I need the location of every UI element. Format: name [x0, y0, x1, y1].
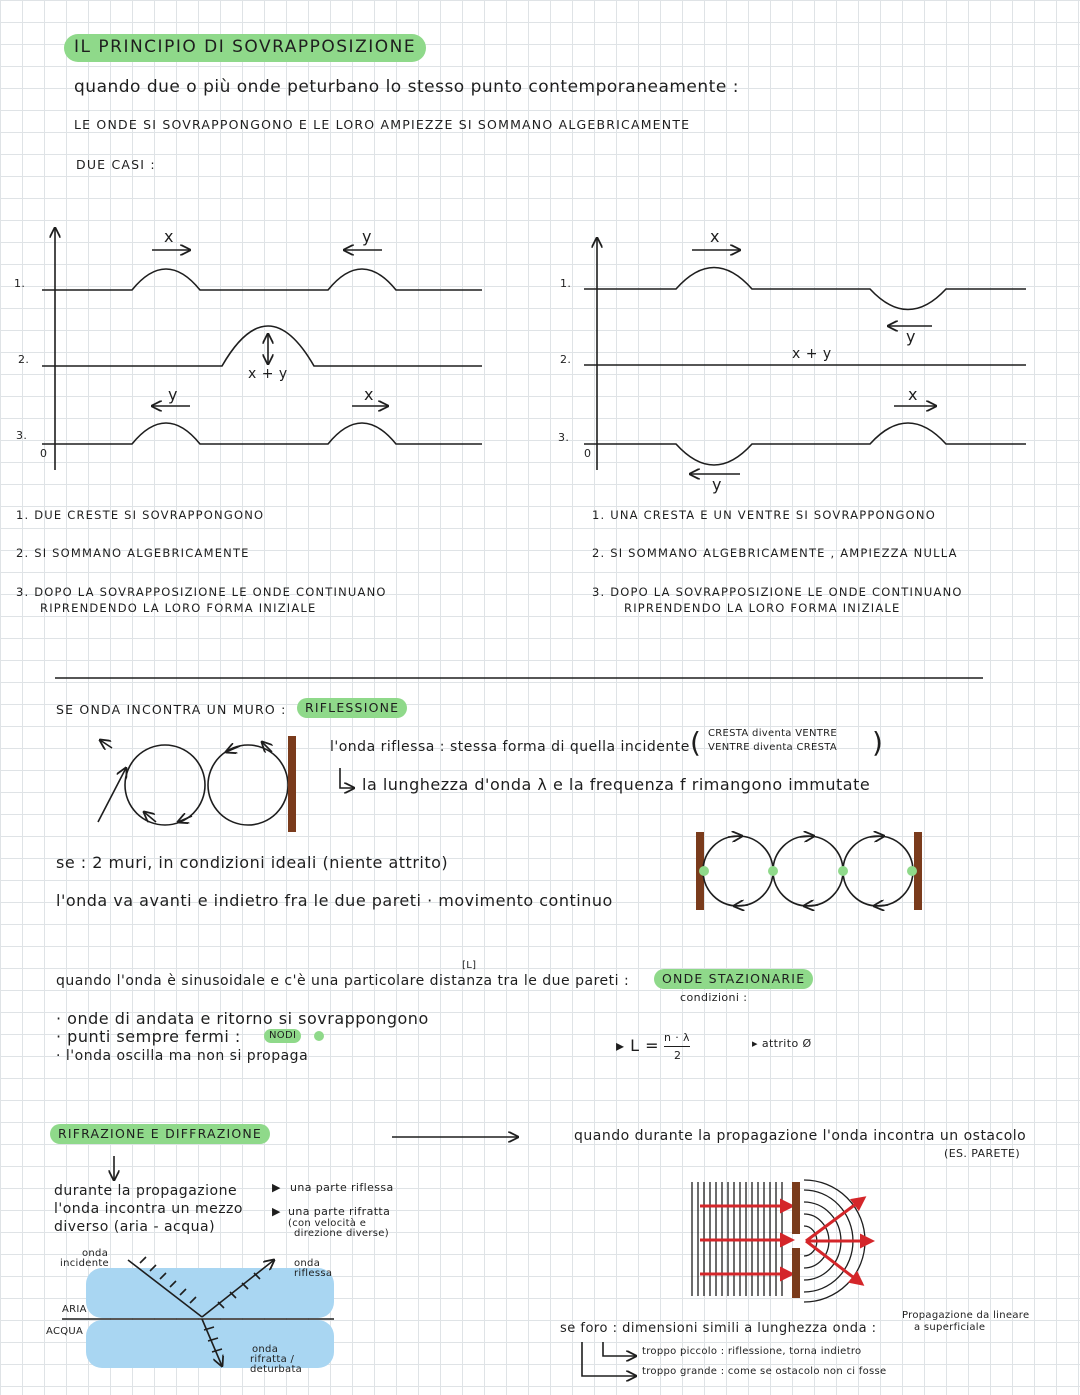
note-left-1: 1. DUE CRESTE SI SOVRAPPONGONO [16, 508, 265, 522]
L-mark: [L] [462, 960, 477, 971]
refraction-p2b: (con velocità e [288, 1218, 367, 1229]
standing-wave-sketch [696, 832, 922, 910]
formula-L: ▸ L = [616, 1036, 660, 1055]
diffraction-line1: quando durante la propagazione l'onda incontra un ostacolo [574, 1128, 1027, 1144]
aria-label: ARIA [62, 1304, 87, 1315]
left-row3-label: 3. [16, 429, 28, 442]
prop-line1: Propagazione da lineare [902, 1310, 1030, 1321]
foro-line: se foro : dimensioni simili a lunghezza onda : [560, 1321, 877, 1336]
refraction-badge: RIFRAZIONE E DIFFRAZIONE [50, 1124, 270, 1144]
left-y-row1: y [362, 227, 372, 246]
right-row1-label: 1. [560, 277, 572, 290]
left-x-row1: x [164, 227, 174, 246]
right-y-row1: y [906, 327, 916, 346]
stationary-lead: quando l'onda è sinusoidale e c'è una particolare distanza tra le due pareti : [56, 973, 630, 989]
note-right-2: 2. SI SOMMANO ALGEBRICAMENTE , AMPIEZZA NULLA [592, 546, 958, 560]
right-sum: x + y [792, 346, 832, 362]
right-row2-label: 2. [560, 353, 572, 366]
walls-line2: l'onda va avanti e indietro fra le due pareti · movimento continuo [56, 891, 613, 910]
refraction-text2: l'onda incontra un mezzo [54, 1201, 243, 1217]
prop-line2: a superficiale [914, 1322, 986, 1333]
reflection-lead: SE ONDA INCONTRA UN MURO : [56, 702, 287, 717]
stationary-b3: · l'onda oscilla ma non si propaga [56, 1048, 309, 1064]
note-left-3b: RIPRENDENDO LA LORO FORMA INIZIALE [40, 601, 317, 615]
reflection-badge: RIFLESSIONE [297, 698, 407, 718]
reflection-note-close: ) [872, 726, 884, 759]
left-wave-row2 [42, 326, 482, 366]
reflected-label2: riflessa [294, 1268, 333, 1279]
node-dot [314, 1031, 324, 1041]
refraction-p2c: direzione diverse) [294, 1228, 389, 1239]
left-x-row3: x [364, 385, 374, 404]
intro-line2: LE ONDE SI SOVRAPPONGONO E LE LORO AMPIEZZE SI SOMMANO ALGEBRICAMENTE [74, 117, 691, 132]
foro-small: troppo piccolo : riflessione, torna indietro [642, 1346, 862, 1357]
left-row2-label: 2. [18, 353, 30, 366]
refraction-p1: una parte riflessa [290, 1181, 394, 1194]
page-title: IL PRINCIPIO DI SOVRAPPOSIZIONE [64, 34, 426, 62]
formula-num: n · λ [664, 1032, 690, 1047]
refracted-label1: onda [252, 1344, 279, 1355]
refraction-p2: una parte rifratta [288, 1205, 391, 1218]
reflection-note-open: ( [690, 726, 702, 759]
refraction-p2-arrow: ▶ [272, 1205, 281, 1218]
diffraction-sketch [692, 1180, 872, 1302]
left-wave-row1 [42, 269, 482, 290]
refraction-p1-arrow: ▶ [272, 1181, 281, 1194]
right-origin: 0 [584, 447, 592, 460]
reflection-line1: l'onda riflessa : stessa forma di quella incidente [330, 739, 690, 755]
diffraction-line2: (ES. PARETE) [944, 1147, 1021, 1160]
reflection-note1: CRESTA diventa VENTRE [708, 728, 838, 739]
reflection-sketch [98, 740, 288, 825]
refraction-text3: diverso (aria - acqua) [54, 1219, 216, 1235]
note-left-2: 2. SI SOMMANO ALGEBRICAMENTE [16, 546, 250, 560]
acqua-label: ACQUA [46, 1326, 84, 1337]
attrito: ▸ attrito Ø [752, 1037, 812, 1050]
note-left-3: 3. DOPO LA SOVRAPPOSIZIONE LE ONDE CONTINUANO [16, 585, 387, 599]
left-wave-row3 [42, 423, 482, 444]
right-row3-label: 3. [558, 431, 570, 444]
right-wave-row3 [584, 423, 1026, 465]
formula-den: 2 [674, 1049, 682, 1062]
right-wave-row1 [584, 268, 1026, 310]
foro-big: troppo grande : come se ostacolo non ci fosse [642, 1366, 887, 1377]
stationary-b1: · onde di andata e ritorno si sovrappongono [56, 1009, 429, 1028]
left-sum: x + y [248, 366, 288, 382]
right-x-row1: x [710, 227, 720, 246]
reflection-note2: VENTRE diventa CRESTA [708, 742, 838, 753]
note-right-1: 1. UNA CRESTA E UN VENTRE SI SOVRAPPONGONO [592, 508, 936, 522]
note-right-3b: RIPRENDENDO LA LORO FORMA INIZIALE [624, 601, 901, 615]
stationary-b2: · punti sempre fermi : [56, 1027, 241, 1046]
reflection-line2: la lunghezza d'onda λ e la frequenza f rimangono immutate [362, 775, 871, 794]
intro-line3: DUE CASI : [76, 157, 156, 172]
left-origin: 0 [40, 447, 48, 460]
left-superposition-diagram [42, 228, 482, 470]
right-x-row3: x [908, 385, 918, 404]
stationary-cond: condizioni : [680, 991, 748, 1004]
nodes-badge: NODI [264, 1029, 301, 1043]
stationary-badge: ONDE STAZIONARIE [654, 969, 813, 989]
wall [288, 736, 296, 832]
left-y-row3: y [168, 385, 178, 404]
refraction-text1: durante la propagazione [54, 1183, 238, 1199]
right-y-row3: y [712, 475, 722, 494]
reflected-label1: onda [294, 1258, 321, 1269]
intro-line1: quando due o più onde peturbano lo stesso punto contemporaneamente : [74, 77, 739, 97]
incident-label1: onda [82, 1248, 109, 1259]
walls-line1: se : 2 muri, in condizioni ideali (niente attrito) [56, 853, 449, 872]
refracted-label3: deturbata [250, 1364, 303, 1375]
incident-label2: incidente [60, 1258, 110, 1269]
note-right-3: 3. DOPO LA SOVRAPPOSIZIONE LE ONDE CONTINUANO [592, 585, 963, 599]
refracted-label2: rifratta / [250, 1354, 295, 1365]
left-row1-label: 1. [14, 277, 26, 290]
